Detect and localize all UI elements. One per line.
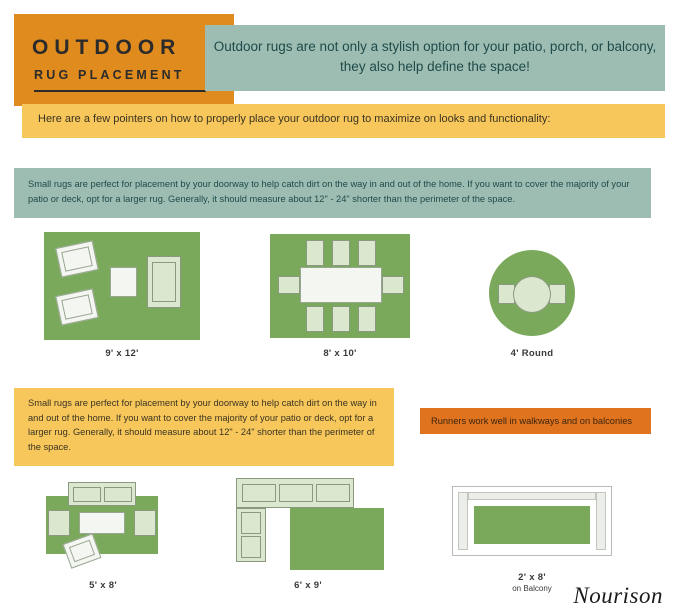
diagram-5x8 — [38, 482, 168, 570]
rug-shape-runner — [474, 506, 590, 544]
page-subtitle: RUG PLACEMENT — [34, 68, 185, 82]
diagram-8x10 — [270, 234, 410, 338]
page-title: OUTDOOR — [32, 36, 182, 59]
furniture-chair-end — [382, 276, 404, 294]
headline-text: Outdoor rugs are not only a stylish option for your patio, porch, or balcony, they also help define the space! — [213, 39, 657, 74]
furniture-coffee-table — [110, 267, 137, 297]
caption-4-round — [479, 348, 585, 359]
furniture-sectional-cushion — [242, 484, 276, 502]
furniture-side-chair-right — [134, 510, 156, 536]
furniture-sectional-cushion — [241, 512, 261, 534]
furniture-side-chair-left — [48, 510, 70, 536]
headline-block — [205, 25, 665, 91]
furniture-sofa-cushion-right — [104, 487, 132, 502]
furniture-sectional-cushion — [316, 484, 350, 502]
balcony-railing-left — [458, 492, 468, 550]
furniture-chair — [332, 306, 350, 332]
rug-shape — [290, 508, 384, 570]
title-block — [14, 14, 234, 106]
furniture-chair — [549, 284, 566, 304]
furniture-chair — [358, 240, 376, 266]
title-divider — [34, 90, 206, 92]
furniture-dining-table — [300, 267, 382, 303]
furniture-sectional-cushion — [279, 484, 313, 502]
furniture-chair — [306, 240, 324, 266]
caption-8x10-label: 8' x 10' — [323, 348, 357, 359]
caption-8x10 — [270, 348, 410, 359]
pointer-text: Here are a few pointers on how to properly place your outdoor rug to maximize on looks and functionality: — [38, 113, 551, 125]
balcony-railing-right — [596, 492, 606, 550]
diagram-4-round — [489, 250, 575, 336]
furniture-round-table — [513, 276, 551, 313]
caption-6x9 — [232, 580, 384, 591]
furniture-chair — [358, 306, 376, 332]
caption-5x8-label: 5' x 8' — [89, 580, 117, 591]
furniture-chair — [332, 240, 350, 266]
caption-4-round-label: 4' Round — [510, 348, 554, 359]
band-large-rugs-text: Small rugs are perfect for placement by your doorway to help catch dirt on the way in and out of the home. If you want to cover the majority of your patio or deck, opt for a larger rug. Generally, it should measure about 12" - 24" shorter than the perimeter of the space. — [28, 179, 630, 204]
furniture-sofa-cushion — [152, 262, 176, 302]
band-small-rugs — [14, 388, 394, 466]
brand-logo: Nourison — [573, 583, 663, 608]
band-large-rugs — [14, 168, 651, 218]
furniture-chair-end — [278, 276, 300, 294]
furniture-sectional-cushion — [241, 536, 261, 558]
caption-9x12-label: 9' x 12' — [105, 348, 139, 359]
caption-6x9-label: 6' x 9' — [294, 580, 322, 591]
band-runners — [420, 408, 651, 434]
band-runners-text: Runners work well in walkways and on balconies — [431, 416, 633, 426]
furniture-chair — [306, 306, 324, 332]
furniture-sofa-cushion-left — [73, 487, 101, 502]
band-small-rugs-text: Small rugs are perfect for placement by your doorway to help catch dirt on the way in and out of the home. If you want to cover the majority of your patio or deck, opt for a larger rug. Generally, it should measure about 12" - 24" shorter than the perimeter of the space. — [28, 398, 377, 452]
caption-2x8-label: 2' x 8' — [518, 572, 546, 583]
diagram-9x12 — [44, 232, 200, 340]
caption-5x8 — [38, 580, 168, 591]
diagram-6x9 — [232, 478, 384, 570]
caption-2x8-sublabel: on Balcony — [512, 584, 552, 593]
balcony-railing-top — [468, 492, 596, 500]
diagram-2x8-balcony — [452, 486, 612, 556]
furniture-coffee-table — [79, 512, 125, 534]
caption-9x12 — [44, 348, 200, 359]
pointer-block — [22, 104, 665, 138]
